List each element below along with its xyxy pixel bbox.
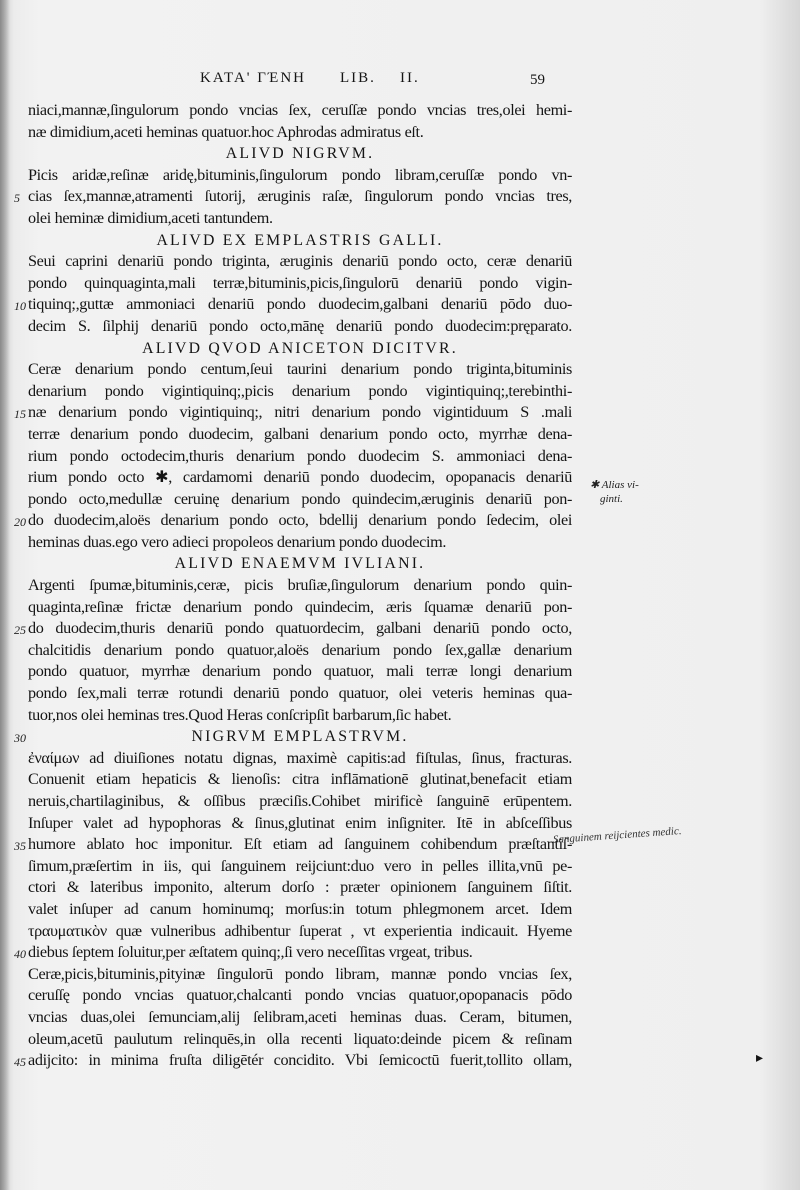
text-line: Argenti ſpumæ,bituminis,ceræ, picis bruſiæ,ſingulorum denarium pondo quin- [28, 576, 572, 595]
text-line: rium pondo octo ✱, cardamomi denariū pondo duodecim, opopanacis denariū [28, 468, 572, 487]
line-number: 15 [14, 407, 26, 422]
line-numbers [0, 0, 30, 1190]
running-head [0, 70, 800, 92]
line-number: 25 [14, 623, 26, 638]
text-line: tiquinq;,guttæ ammoniaci denariū pondo duodecim,galbani denariū pōdo duo- [28, 295, 572, 314]
text-line: pondo ſex,mali terræ rotundi denariū pondo quatuor, olei veteris heminas qua- [28, 684, 572, 703]
text-line: rium pondo octodecim,thuris denarium pondo duodecim S. ammoniaci dena- [28, 446, 572, 465]
text-line: quaginta,reſinæ frictæ denarium pondo quindecim, æris ſquamæ denariū pon- [28, 597, 572, 616]
margin-note-alias-line2: ginti. [600, 493, 623, 505]
text-line: pondo quinquaginta,mali terræ,bituminis,picis,ſingulorū denariū pondo vigin- [28, 273, 572, 292]
line-number: 10 [14, 299, 26, 314]
text-line: neruis,chartilaginibus, & oſſibus præciſis.Cohibet mirificè ſanguinē erūpentem. [28, 792, 572, 810]
text-line: cias ſex,mannæ,atramenti ſutorij, æruginis raſæ, ſingulorum pondo vncias tres, [28, 187, 572, 206]
text-line: Conuenit etiam hepaticis & lienoſis: citra inflāmationē glutinat,benefacit etiam [28, 770, 572, 789]
section-heading: ALIVD QVOD ANICETON DICITVR. [142, 339, 458, 357]
text-line: ſimum,præſertim in iis, qui ſanguinem reijciunt:duo vero in pelles illita,vnū pe- [28, 856, 572, 875]
text-line: τραυματικὸν quæ vulneribus adhibentur ſuperat , vt experientia indicauit. Hyeme [28, 921, 572, 940]
text-line: tuor,nos olei heminas tres.Quod Heras conſcripſit barbarum,ſic habet. [28, 705, 452, 724]
text-line: diebus ſeptem ſoluitur,per æſtatem quinq;,ſi vero neceſſitas vrgeat, tribus. [28, 943, 473, 962]
text-line: pondo octo,medullæ ceruinę denarium pondo quindecim,æruginis denariū pon- [28, 489, 572, 508]
text-line: chalcitidis denarium pondo quatuor,aloës denarium pondo ſex,gallæ denarium [28, 640, 572, 659]
text-line: denarium pondo vigintiquinq;,picis denarium pondo vigintiquinq;,terebinthi- [28, 381, 572, 400]
folio-number: 59 [530, 72, 545, 88]
text-line: Picis aridæ,reſinæ aridę,bituminis,ſingulorum pondo libram,ceruſſæ pondo vn- [28, 165, 572, 184]
running-head-book-number: II. [400, 70, 420, 86]
manuscript-annotation: Sanguinem reijcientes medic. [552, 825, 682, 846]
text-line: niaci,mannæ,ſingulorum pondo vncias ſex, ceruſſæ pondo vncias tres,olei hemi- [28, 101, 572, 119]
text-line: næ denarium pondo vigintiquinq;, nitri denarium pondo vigintiduum S .mali [28, 403, 572, 422]
text-line: heminas duas.ego vero adieci propoleos denarium pondo duodecim. [28, 532, 447, 551]
running-head-lib: LIB. [340, 70, 376, 86]
running-head-title: KATA' ΓΈΝΗ [200, 70, 306, 86]
text-line: Ceræ,picis,bituminis,pityinæ ſingulorū pondo libram, mannæ pondo vncias ſex, [28, 964, 572, 983]
line-number: 35 [14, 839, 26, 854]
pointer-mark-icon: ▸ [756, 1051, 764, 1066]
text-line: ctori & lateribus imponito, alterum dorſo : præter opinionem ſanguinem ſiſtit. [28, 878, 572, 897]
text-line: do duodecim,thuris denariū pondo quatuordecim, galbani denariū pondo octo, [28, 619, 572, 638]
line-number: 40 [14, 947, 26, 962]
text-line: valet inſuper ad canum hominumq; morſus:in totum phlegmonem arcet. Idem [28, 899, 572, 918]
section-heading: NIGRVM EMPLASTRVM. [191, 728, 409, 746]
line-number: 30 [14, 731, 26, 746]
text-block [28, 100, 572, 1072]
section-heading: ALIVD NIGRVM. [225, 145, 375, 163]
section-heading: ALIVD ENAEMVM IVLIANI. [174, 555, 426, 573]
text-line: Ceræ denarium pondo centum,ſeui taurini denarium pondo triginta,bituminis [28, 360, 572, 379]
section-heading: ALIVD EX EMPLASTRIS GALLI. [156, 231, 444, 249]
text-line: decim S. ſilphij denariū pondo octo,mānę denariū pondo duodecim:pręparato. [28, 316, 572, 335]
text-line: Inſuper valet ad hypophoras & ſinus,glutinat enim inſigniter. Itē in abſceſſibus [28, 813, 572, 832]
line-number: 20 [14, 515, 26, 530]
text-line: olei heminæ dimidium,aceti tantundem. [28, 208, 273, 227]
text-line: ceruſſę pondo vncias quatuor,chalcanti pondo vncias quatuor,opopanacis pōdo [28, 986, 572, 1005]
text-line: terræ denarium pondo duodecim, galbani denarium pondo octo, myrrhæ dena- [28, 424, 572, 443]
text-line: humore ablato hoc imponitur. Eſt etiam ad ſanguinem cohibendum præſtantiſ- [28, 835, 572, 854]
text-line: næ dimidium,aceti heminas quatuor.hoc Aphrodas admiratus eſt. [28, 122, 424, 141]
text-line: vncias duas,olei ſemunciam,alij ſelibram,aceti heminas duas. Ceram, bitumen, [28, 1007, 572, 1026]
margin-note-alias [590, 478, 639, 506]
text-line: pondo quatuor, myrrhæ denarium pondo quatuor, mali terræ longi denarium [28, 662, 572, 681]
margin-note-alias-line1: ✱ Alias vi- [590, 479, 639, 491]
line-number: 45 [14, 1055, 26, 1070]
line-number: 5 [14, 191, 20, 206]
text-line: do duodecim,aloës denarium pondo octo, bdellij denarium pondo ſedecim, olei [28, 511, 572, 530]
text-line: oleum,acetū paulutum relinquēs,in olla recenti liquato:deinde picem & reſinam [28, 1029, 572, 1048]
text-line: ἐναίμων ad diuiſiones notatu dignas, maximè capitis:ad fiſtulas, ſinus, fracturas. [28, 748, 572, 767]
text-line: Seui caprini denariū pondo triginta, æruginis denariū pondo octo, ceræ denariū [28, 252, 572, 271]
text-line: adijcito: in minima fruſta diligētér concidito. Vbi ſemicoctū fuerit,tollito ollam, [28, 1051, 572, 1070]
